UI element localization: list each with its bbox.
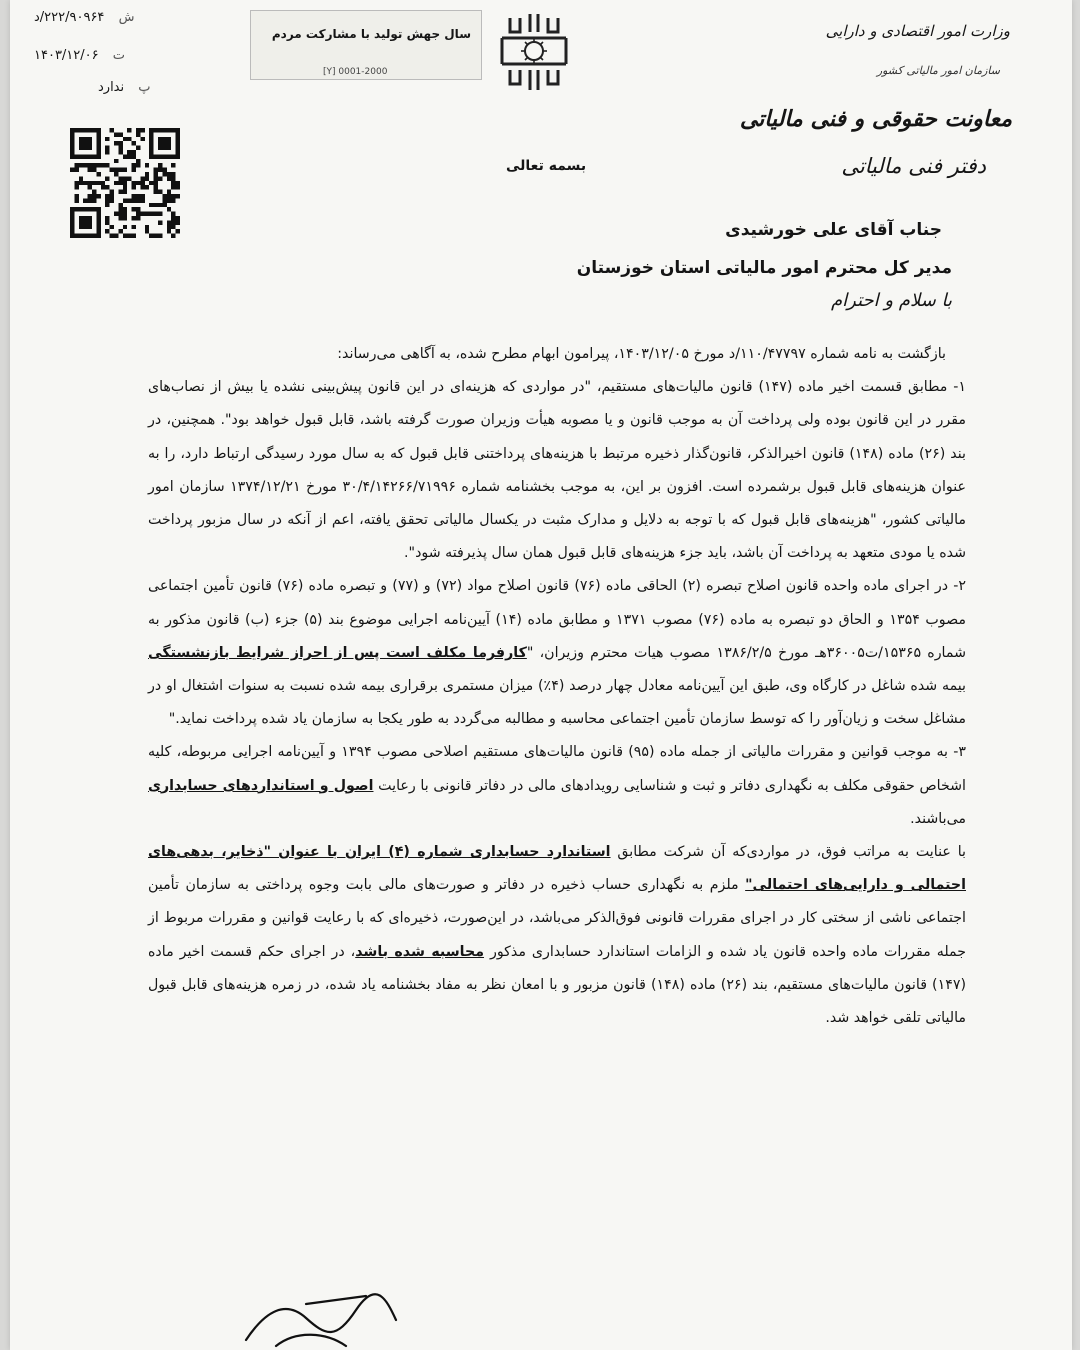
p4-text-mid: ملزم به نگهداری حساب ذخیره در دفاتر و صورت‌های مالی بابت وجوه پرداختی به سازمان تأمین اجتماعی ناشی از سختی کار در اجرای مقررات قانونی فوق‌الذکر می‌باشد، در این‌صورت، ذخیره‌ای که با رعایت قوانین و مقررات مربوط از جمله مقررات ماده واحده قانون یاد شده و الزامات استاندارد حسابداری مذکور <box>148 877 966 960</box>
organization-name: سازمان امور مالیاتی کشور <box>876 64 1000 77</box>
recipient-title: مدیر کل محترم امور مالیاتی استان خوزستان <box>576 258 952 278</box>
basmala: بسمه تعالی <box>506 158 587 174</box>
p4-emphasis-2: محاسبه شده باشد <box>355 943 485 960</box>
ministry-name: وزارت امور اقتصادی و دارایی <box>825 22 1010 40</box>
letter-date: ۱۴۰۳/۱۲/۰۶ <box>34 48 99 63</box>
letter-number-row <box>34 10 134 25</box>
p4-emphasis-1: استاندارد حسابداری شماره (۴) ایران با عنوان "ذخایر، بدهی‌های احتمالی و دارایی‌های احتمالی" <box>148 844 966 894</box>
salutation: با سلام و احترام <box>831 290 952 311</box>
body-paragraph-1: ۱- مطابق قسمت اخیر ماده (۱۴۷) قانون مالیات‌های مستقیم، "در مواردی که هزینه‌ای در این قانون پیش‌بینی نشده یا بیش از نصاب‌های مقرر در این قانون بوده ولی پرداخت آن به موجب قانون و یا مصوبه هیأت وزیران صورت گرفته باشد، قابل قبول خواهد بود". همچنین، در بند (۲۶) ماده (۱۴۸) قانون اخیرالذکر، قانون‌گذار ذخیره مرتبط با هزینه‌های پرداختنی قابل قبول که به سال مورد رسیدگی ارتباط دارد، را به عنوان هزینه‌های قابل قبول برشمرده است. افزون بر این، به موجب بخشنامه شماره ۳۰/۴/۱۴۲۶۶/۷۱۹۹۶ مورخ ۱۳۷۴/۱۲/۲۱ سازمان امور مالیاتی کشور، "هزینه‌های قابل قبول که با توجه به دلایل و مدارک مثبت در یکسال مالیاتی تحقق یافته، اعم از آنکه در سال مزبور پرداخت شده یا مودی متعهد به پرداخت آن باشد، باید جزء هزینه‌های قابل قبول همان سال پذیرفته شود". <box>148 379 966 562</box>
p3-text-before: ۳- به موجب قوانین و مقررات مالیاتی از جمله ماده (۹۵) قانون مالیات‌های مستقیم اصلاحی مصوب ۱۳۹۴ و آیین‌نامه اجرایی مربوطه، کلیه اشخاص حقوقی مکلف به نگهداری دفاتر و ثبت و شناسایی رویدادهای مالی در دفاتر قانونی با رعایت <box>148 744 966 794</box>
letter-number-label: ش <box>118 10 135 25</box>
signature <box>236 1290 406 1350</box>
letter-attachment-label: پ <box>138 80 151 95</box>
letter-body <box>148 338 966 1035</box>
body-paragraph-2 <box>148 570 966 736</box>
letter-date-row <box>34 48 125 63</box>
body-paragraph-3 <box>148 736 966 836</box>
p2-emphasis: کارفرما مکلف است پس از احراز شرایط بازنشستگی <box>148 644 527 661</box>
p3-emphasis: اصول و استانداردهای حسابداری <box>148 777 374 794</box>
letter-date-label: ت <box>112 48 126 63</box>
office-name: دفتر فنی مالیاتی <box>841 154 986 178</box>
deputy-name: معاونت حقوقی و فنی مالیاتی <box>739 106 1012 132</box>
slogan-code: [Y] 0001-2000 <box>323 67 388 77</box>
letter-attachment: ندارد <box>98 80 125 95</box>
letter-attachment-row <box>98 80 151 95</box>
p3-text-after: می‌باشند. <box>910 810 966 827</box>
p4-text-after: ، در اجرای حکم قسمت اخیر ماده (۱۴۷) قانون مالیات‌های مستقیم، بند (۲۶) ماده (۱۴۸) قانون مزبور و با امعان نظر به مفاد بخشنامه یاد شده، در زمره هزینه‌های قابل قبول مالیاتی تلقی خواهد شد. <box>148 943 966 1027</box>
slogan-text: سال جهش تولید با مشارکت مردم <box>271 27 471 41</box>
recipient-name: جناب آقای علی خورشیدی <box>725 220 942 240</box>
p2-text-after: بیمه شده شاغل در کارگاه وی، طبق این آیین‌نامه معادل چهار درصد (۴٪) میزان مستمری برقراری بیمه شده نسبت به سنوات اشتغال او در مشاغل سخت و زیان‌آور را که توسط سازمان تأمین اجتماعی محاسبه و مطالبه می‌گردد به طور یکجا به سازمان یاد شده پرداخت نماید." <box>148 678 967 728</box>
p2-text-before: ۲- در اجرای ماده واحده قانون اصلاح تبصره (۲) الحاقی ماده (۷۶) قانون اصلاح مواد (۷۲) و (۷۷) و تبصره ماده (۷۶) قانون تأمین اجتماعی مصوب ۱۳۵۴ و الحاق دو تبصره به ماده (۷۶) مصوب ۱۳۷۱ و مطابق ماده (۱۴) آیین‌نامه اجرایی موضوع بند (۵) جزء (ب) قانون مذکور به شماره ۱۵۳۶۵/ت۳۶۰۰۵هـ مورخ ۱۳۸۶/۲/۵ مصوب هیات محترم وزیران، " <box>148 578 966 661</box>
p4-text-before: با عنایت به مراتب فوق، در مواردی‌که آن شرکت مطابق <box>610 844 966 861</box>
emblem-logo <box>496 8 572 94</box>
body-paragraph-4 <box>148 836 966 1035</box>
body-intro: بازگشت به نامه شماره ۱۱۰/۴۷۷۹۷/د مورخ ۱۴۰۳/۱۲/۰۵، پیرامون ابهام مطرح شده، به آگاهی می‌رساند: <box>337 346 946 362</box>
qr-code <box>70 126 180 240</box>
letter-number: ۲۲۲/۹۰۹۶۴/د <box>34 10 105 25</box>
slogan-box <box>250 10 482 80</box>
letter-page <box>10 0 1072 1350</box>
